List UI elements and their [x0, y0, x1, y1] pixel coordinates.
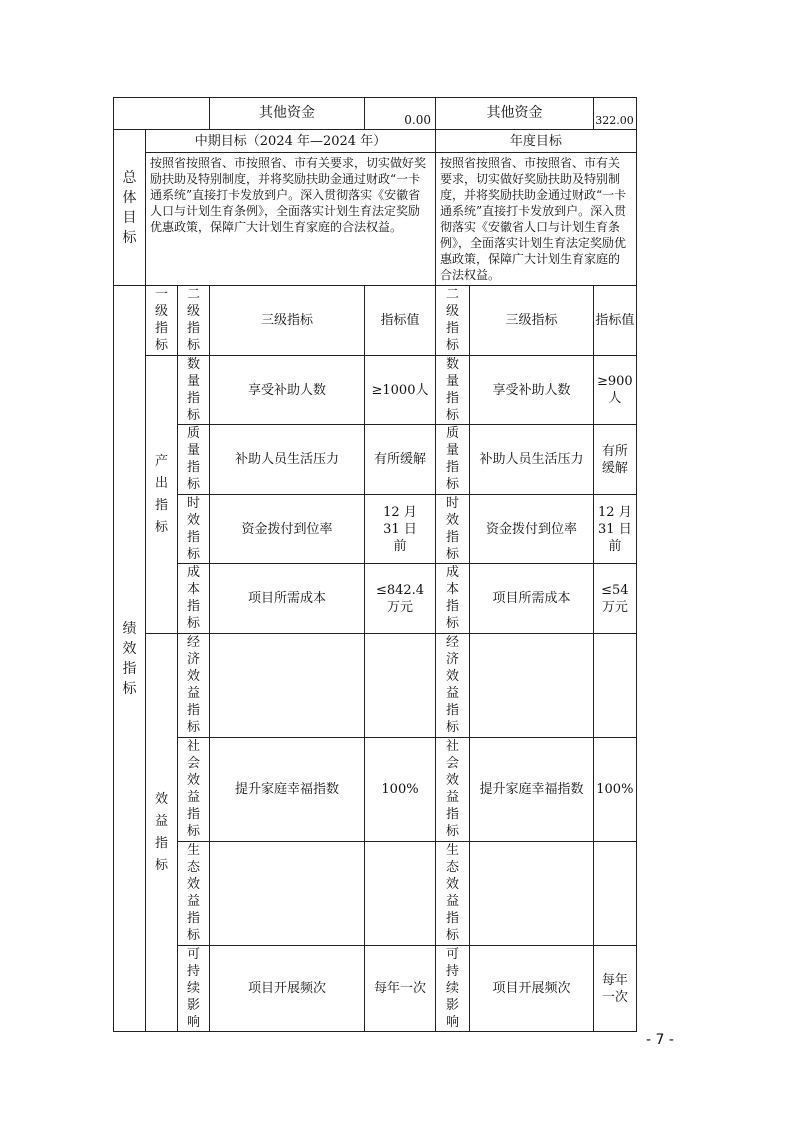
- row4-mid-l3: [210, 634, 365, 738]
- row2-ann-l2-text: 时效指标: [446, 496, 460, 562]
- row7-ann-val: 每年一次: [594, 946, 637, 1032]
- group-output-text: 产出指标: [155, 453, 169, 535]
- row0-mid-l3: 享受补助人数: [210, 356, 365, 425]
- performance-target-table: [113, 97, 637, 1032]
- row3-ann-l2: [436, 564, 470, 634]
- row6-level2-text: 生态效益指标: [187, 843, 201, 943]
- row1-ann-val: 有所缓解: [594, 425, 637, 495]
- row7-ann-l2: [436, 946, 470, 1032]
- row7-ann-l2-text: 可持续影响: [446, 947, 460, 1030]
- performance-header-row: [114, 286, 637, 356]
- row4-ann-l2-text: 经济效益指标: [446, 635, 460, 735]
- indicator-row: [114, 564, 637, 634]
- funding-right-label: 其他资金: [436, 98, 594, 130]
- row5-level2-text: 社会效益指标: [187, 739, 201, 839]
- row3-ann-l2-text: 成本指标: [446, 565, 460, 631]
- header-level2-text: 二级指标: [187, 287, 201, 353]
- row7-ann-l3: 项目开展频次: [470, 946, 594, 1032]
- page-number: - 7 -: [646, 1032, 674, 1048]
- row5-mid-l3: 提升家庭幸福指数: [210, 738, 365, 842]
- row3-mid-val: ≤842.4万元: [365, 564, 436, 634]
- row0-ann-l3: 享受补助人数: [470, 356, 594, 425]
- row1-mid-l3: 补助人员生活压力: [210, 425, 365, 495]
- indicator-row: [114, 946, 637, 1032]
- row3-mid-l3: 项目所需成本: [210, 564, 365, 634]
- row0-ann-val: ≥900人: [594, 356, 637, 425]
- row2-ann-val: 12 月 31 日前: [594, 495, 637, 564]
- row4-level2-text: 经济效益指标: [187, 635, 201, 735]
- row5-ann-l2: [436, 738, 470, 842]
- row6-ann-l2-text: 生态效益指标: [446, 843, 460, 943]
- row4-mid-val: [365, 634, 436, 738]
- row0-mid-val: ≥1000人: [365, 356, 436, 425]
- indicator-row: [114, 842, 637, 946]
- mid-target-text: 按照省按照省、市按照省、市有关要求，切实做好奖励扶助及特别制度，并将奖励扶助金通过财政“一卡通系统”直接打卡发放到户。深入贯彻落实《安徽省人口与计划生育条例》，全面落实计划生育法定奖励优惠政策，保障广大计划生育家庭的合法权益。: [146, 153, 436, 286]
- row2-mid-l3: 资金拨付到位率: [210, 495, 365, 564]
- annual-target-header: 年度目标: [436, 130, 637, 153]
- overall-header-row: [114, 130, 637, 153]
- row4-ann-val: [594, 634, 637, 738]
- row6-mid-l3: [210, 842, 365, 946]
- header-level1: [146, 286, 178, 356]
- row5-level2: [178, 738, 210, 842]
- row6-ann-val: [594, 842, 637, 946]
- row2-mid-val: 12 月 31 日前: [365, 495, 436, 564]
- indicator-row: [114, 356, 637, 425]
- group-benefit: [146, 634, 178, 1032]
- row2-level2: [178, 495, 210, 564]
- group-output: [146, 356, 178, 634]
- header-level2: [178, 286, 210, 356]
- row5-ann-l3: 提升家庭幸福指数: [470, 738, 594, 842]
- header-ann-level2-text: 二级指标: [446, 287, 460, 353]
- row6-level2: [178, 842, 210, 946]
- row6-ann-l3: [470, 842, 594, 946]
- overall-side-text: 总体目标: [122, 169, 137, 246]
- header-ann-level2: [436, 286, 470, 356]
- performance-side-text: 绩效指标: [122, 620, 137, 697]
- funding-right-value: 322.00: [594, 98, 637, 130]
- indicator-row: [114, 425, 637, 495]
- annual-target-text: 按照省按照省、市按照省、市有关要求，切实做好奖励扶助及特别制度，并将奖励扶助金通过财政“一卡通系统”直接打卡发放到户。深入贯彻落实《安徽省人口与计划生育条例》，全面落实计划生育法定奖励优惠政策，保障广大计划生育家庭的合法权益。: [436, 153, 637, 286]
- header-level3: 三级指标: [210, 286, 365, 356]
- row4-ann-l2: [436, 634, 470, 738]
- row3-ann-val: ≤54万元: [594, 564, 637, 634]
- header-ann-value: 指标值: [594, 286, 637, 356]
- row6-mid-val: [365, 842, 436, 946]
- row7-mid-val: 每年一次: [365, 946, 436, 1032]
- row0-level2: [178, 356, 210, 425]
- overall-text-row: [114, 153, 637, 286]
- row7-level2-text: 可持续影响: [187, 947, 201, 1030]
- row7-level2: [178, 946, 210, 1032]
- overall-side-label: [114, 130, 146, 286]
- row1-ann-l2-text: 质量指标: [446, 426, 460, 492]
- indicator-row: [114, 495, 637, 564]
- row4-level2: [178, 634, 210, 738]
- group-benefit-text: 效益指标: [155, 791, 169, 873]
- row2-ann-l2: [436, 495, 470, 564]
- row1-ann-l2: [436, 425, 470, 495]
- row1-mid-val: 有所缓解: [365, 425, 436, 495]
- indicator-row: [114, 634, 637, 738]
- row5-ann-l2-text: 社会效益指标: [446, 739, 460, 839]
- row1-level2-text: 质量指标: [187, 426, 201, 492]
- row1-ann-l3: 补助人员生活压力: [470, 425, 594, 495]
- funding-blank-cell: [114, 98, 210, 130]
- row2-level2-text: 时效指标: [187, 496, 201, 562]
- row4-ann-l3: [470, 634, 594, 738]
- row3-level2-text: 成本指标: [187, 565, 201, 631]
- funding-left-value: 0.00: [365, 98, 436, 130]
- row3-ann-l3: 项目所需成本: [470, 564, 594, 634]
- row0-ann-l2: [436, 356, 470, 425]
- row6-ann-l2: [436, 842, 470, 946]
- header-ann-level3: 三级指标: [470, 286, 594, 356]
- row5-ann-val: 100%: [594, 738, 637, 842]
- mid-target-header: 中期目标（2024 年—2024 年）: [146, 130, 436, 153]
- header-level1-text: 一级指标: [155, 287, 169, 353]
- row7-mid-l3: 项目开展频次: [210, 946, 365, 1032]
- funding-row: [114, 98, 637, 130]
- row0-ann-l2-text: 数量指标: [446, 357, 460, 423]
- funding-left-label: 其他资金: [210, 98, 365, 130]
- row0-level2-text: 数量指标: [187, 357, 201, 423]
- header-value: 指标值: [365, 286, 436, 356]
- row1-level2: [178, 425, 210, 495]
- row5-mid-val: 100%: [365, 738, 436, 842]
- row3-level2: [178, 564, 210, 634]
- row2-ann-l3: 资金拨付到位率: [470, 495, 594, 564]
- indicator-row: [114, 738, 637, 842]
- performance-side-label: [114, 286, 146, 1032]
